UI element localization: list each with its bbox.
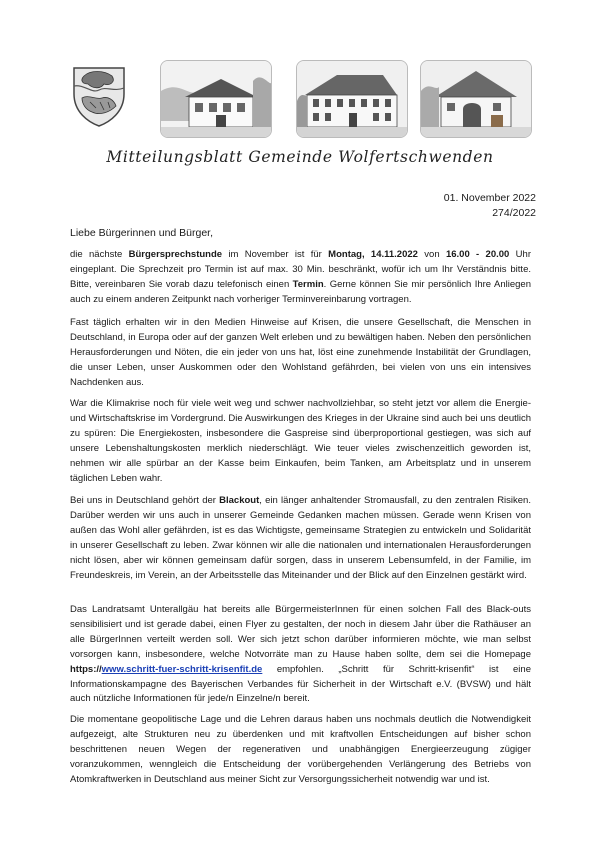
paragraph-text: Fast täglich erhalten wir in den Medien Hinweise auf Krisen, die unsere Gesellschaft, die Menschen in Deutschland, in Europa oder auf der ganzen Welt erleben und zu bewältigen haben. Neben den persönlichen Herausforderungen und Nöten, die ein jeder von uns hat, löst eine zunehmende Instabilität der Grundlagen, die unser Leben, unser Auskommen oder den Wohlstand gefährden, bei vielen von uns ein intensives Nachdenken aus. [70,317,531,388]
text-run: Uhr eingeplant. Die Sprechzeit pro Termin ist auf max. 30 Min. beschränkt, wofür ich um Ihr Verständnis bitte. Bitte, vereinbaren Sie vorab dazu telefonisch einen [70,249,531,290]
farmhouse-photo [420,60,532,138]
bold-run: Bürgersprechstunde [128,249,223,260]
bold-run: Montag, 14.11.2022 [328,249,418,260]
text-run: von [417,249,446,260]
paragraph-text: Die momentane geopolitische Lage und die Lehren daraus haben uns nochmals deutlich die Notwendigkeit aufgezeigt, alte Strukturen neu zu überdenken und mit kraftvollen Entscheidungen auf bisher schon beschrittenen neuen Wegen der regenerativen und unabhängigen Energieerzeugung zügiger voranzukommen, wenngleich die Entscheidung der vorübergehenden Verlängerung des Betriebs von Atomkraftwerken in Deutschland aus meiner Sicht zur Versorgungssicherheit notwendig war und ist. [70,714,531,785]
bold-run: Termin [292,278,324,290]
krisenfit-link[interactable]: www.schritt-fuer-schritt-krisenfit.de [101,663,263,675]
town-hall-photo [160,60,272,138]
bold-run: https:// [70,663,102,675]
text-run: Bei uns in Deutschland gehört der [70,495,220,506]
paragraph-district-office [70,603,531,707]
paragraph-consultation-hours [70,248,531,308]
text-run: , ein länger anhaltender Stromausfall, zu den zentralen Risiken. Darüber werden wir uns auch in unserer Gemeinde Gedanken machen müssen. Gerade wenn Krisen von außen das Wohl aller gefährden, ist es das Wichtigste, gemeinsame Strategien zu entwickeln und Solidarität in unserer Gesellschaft zu leben. Zwar können wir alle die nationalen und internationalen Herausforderungen nicht lösen, aber wir können gemeinsam dafür sorgen, dass in unserem Lebensumfeld, in der Familie, im Freundeskreis, im Verein, an der Arbeitsstelle das Miteinander und der Blick auf den Einzelnen gestärkt wird. [70,495,531,581]
text-run: Das Landratsamt Unterallgäu hat bereits alle BürgermeisterInnen für einen solchen Fall des Black-outs sensibilisiert und ist gerade dabei, einen Flyer zu gestalten, der noch in diesem Jahr über die Rathäuser an alle BürgerInnen verteilt werden soll. Wer sich jetzt schon darüber informieren möchte, wie man selbst vorsorgen kann, insbesondere, welche Notvorräte man zu Hause haben sollte, dem sei die Homepage [70,604,531,660]
text-run: die nächste [70,249,129,260]
issue-date: 01. November 2022 [443,192,536,204]
paragraph-energy-crisis [70,397,531,486]
text-run: . Gerne können Sie mir persönlich Ihre Anliegen auch zu einem anderen Zeitpunkt nach vorheriger Terminvereinbarung vortragen. [70,278,531,305]
page-title: Mitteilungsblatt Gemeinde Wolfertschwenden [106,148,494,166]
header-images [70,60,530,138]
issue-number: 274/2022 [492,207,536,219]
paragraph-crises [70,316,531,391]
bold-run: 16.00 - 20.00 [445,249,510,260]
text-run: im November ist für [222,249,329,260]
text-run: empfohlen. „Schritt für Schritt-krisenfit“ ist eine Informationskampagne des Bayerischen Verbandes für Sicherheit in der Wirtschaft e.V. (BVSW) und hält auch nützliche Informationen für jede/n Einzelne/n bereit. [70,663,531,705]
bold-run: Blackout [219,495,260,506]
paragraph-blackout [70,494,531,583]
historic-building-photo [296,60,408,138]
paragraph-geopolitics [70,713,531,788]
coat-of-arms-icon [70,64,128,128]
paragraph-text: War die Klimakrise noch für viele weit weg und schwer nachvollziehbar, so steht jetzt vor allem die Energie- und Wirtschaftskrise im Vordergrund. Die Auswirkungen des Krieges in der Ukraine sind auch bei uns deutlich zu spüren: Die Energiekosten, insbesondere die Gaspreise sind überproportional gestiegen, was sich auf unsere Lebenshaltungskosten merklich niederschlägt. Wie teuer vieles zwischenzeitlich geworden ist, nehmen wir alle spürbar an der Kasse beim Einkaufen, beim Tanken, am Arbeitsplatz und in unserem täglichen Leben wahr. [70,398,531,484]
salutation: Liebe Bürgerinnen und Bürger, [70,227,214,239]
